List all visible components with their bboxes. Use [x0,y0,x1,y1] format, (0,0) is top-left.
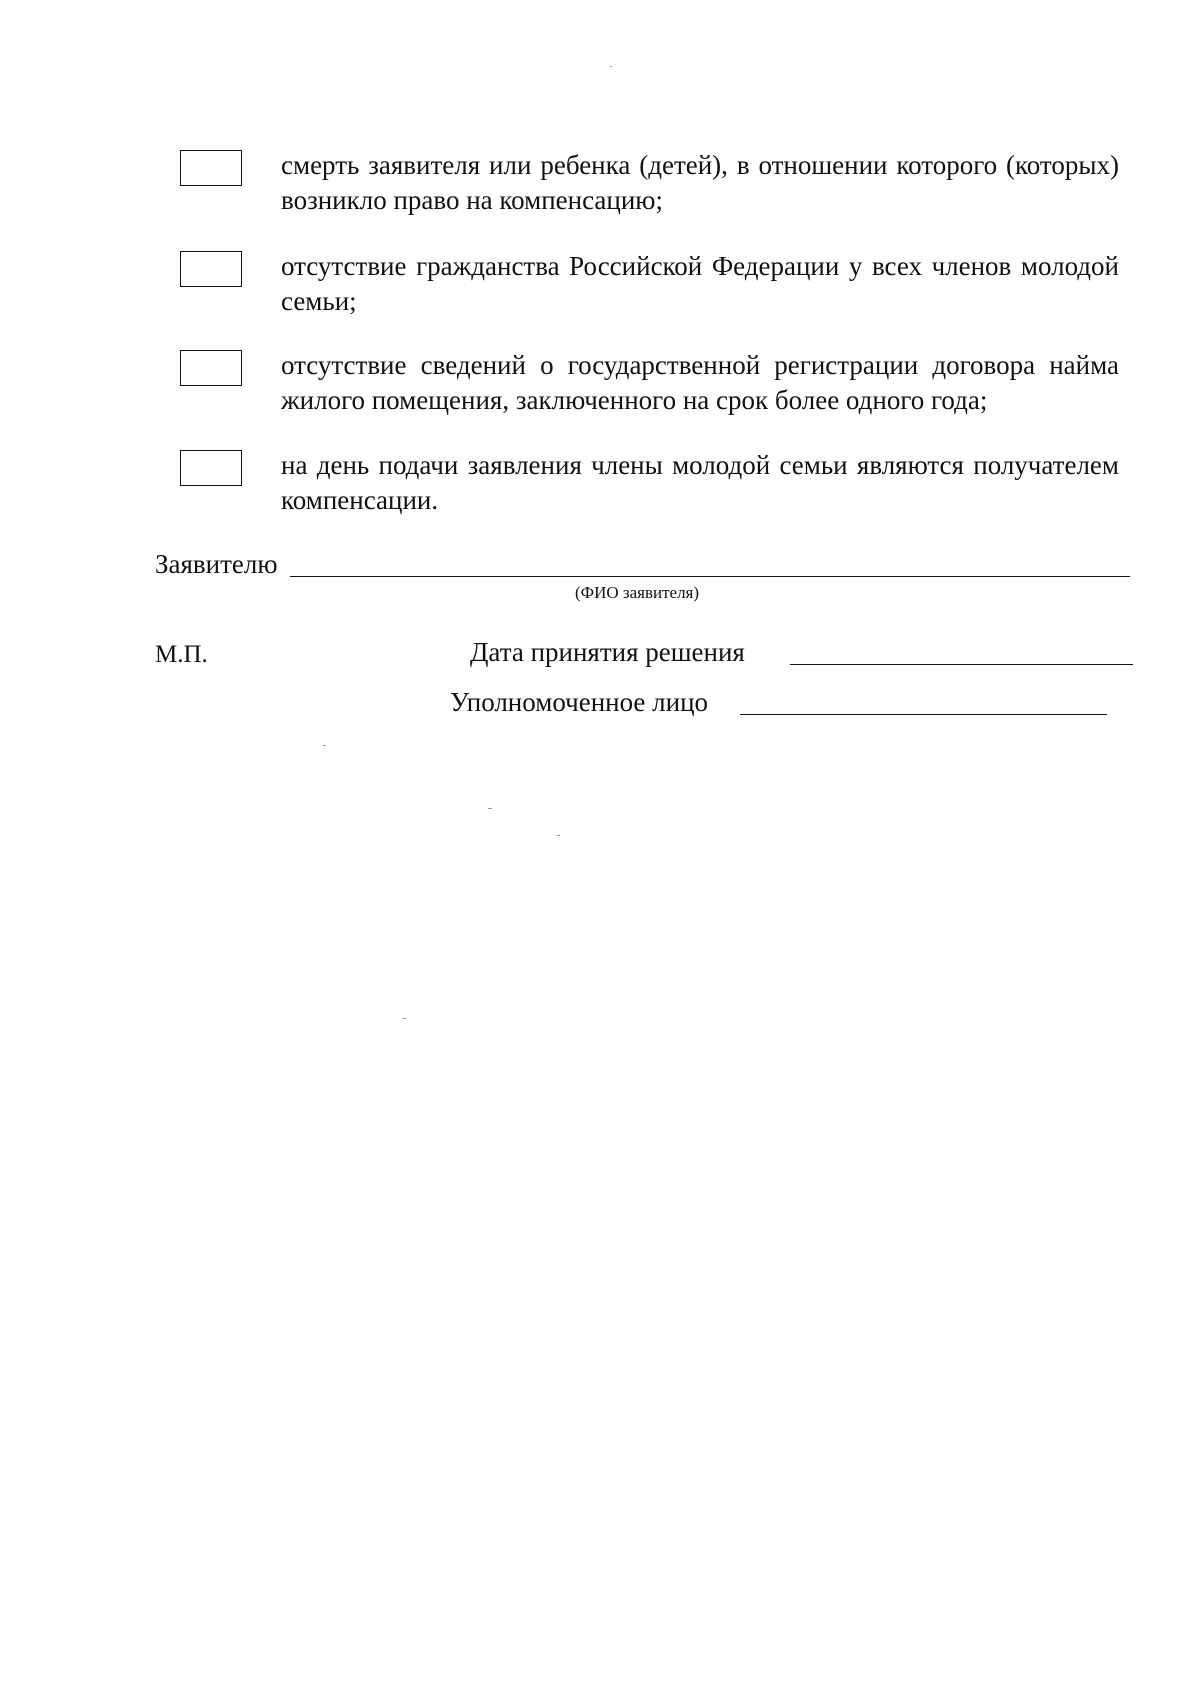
authorized-person-row [450,686,1115,722]
checkbox-item-text: смерть заявителя или ребенка (детей), в отношении которого (которых) возникло право на компенсацию; [281,150,1119,215]
stamp-label: М.П. [155,641,208,668]
decision-date-label: Дата принятия решения [470,637,745,667]
scan-speck [488,808,492,809]
checkbox-item-text: на день подачи заявления члены молодой семьи являются получателем компенсации. [281,450,1119,515]
checkbox[interactable] [180,350,242,386]
applicant-name-caption: (ФИО заявителя) [575,583,700,602]
authorized-person-field[interactable] [740,714,1107,715]
checkbox-item-text: отсутствие гражданства Российской Федерации у всех членов молодой семьи; [281,251,1119,316]
applicant-row [155,548,1135,602]
decision-date-field[interactable] [790,664,1133,665]
scan-speck [323,745,326,746]
checkbox[interactable] [180,150,242,186]
decision-date-row [470,636,1135,672]
checkbox-item-text: отсутствие сведений о государственной регистрации договора найма жилого помещения, заключенного на срок более одного года; [281,350,1119,415]
scan-speck [403,1018,406,1019]
applicant-name-field[interactable] [290,576,1130,577]
authorized-person-label: Уполномоченное лицо [450,687,709,717]
applicant-label: Заявителю [155,549,278,579]
checkbox[interactable] [180,450,242,486]
scan-speck [557,835,560,836]
checkbox[interactable] [180,251,242,287]
scan-speck [610,66,612,67]
